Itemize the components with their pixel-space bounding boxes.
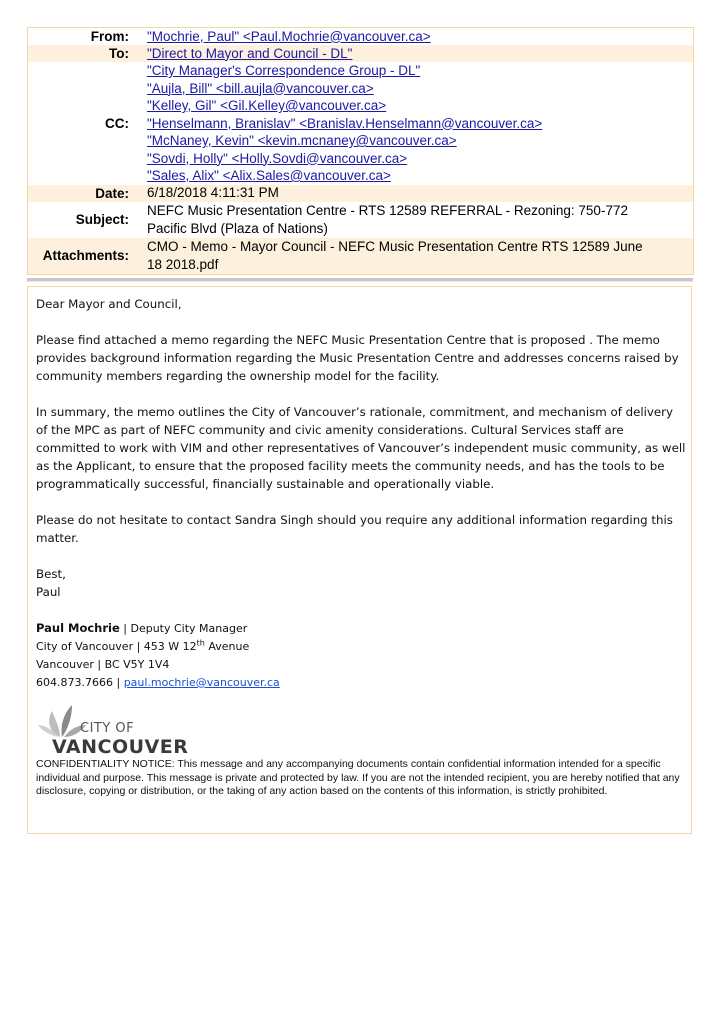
signature: Paul Mochrie | Deputy City Manager City of Vancouver | 453 W 12th Avenue Vancouver | BC V5Y 1V4 604.873.7666 | paul.mochrie@vancouver.ca	[36, 619, 686, 692]
date-row	[28, 185, 693, 202]
cc-address[interactable]: "Sales, Alix" <Alix.Sales@vancouver.ca>	[147, 168, 391, 183]
cc-address[interactable]: "Henselmann, Branislav" <Branislav.Henselmann@vancouver.ca>	[147, 115, 543, 131]
subject-label: Subject:	[75, 212, 129, 227]
closing: Best, Paul	[36, 567, 66, 599]
cc-row	[28, 62, 693, 185]
signature-title: Deputy City Manager	[130, 622, 248, 635]
city-of-vancouver-logo: CITY OF VANCOUVER	[38, 703, 178, 755]
attachments-label: Attachments:	[42, 248, 129, 263]
greeting: Dear Mayor and Council,	[36, 297, 182, 311]
cc-label: CC:	[105, 115, 129, 131]
confidentiality-notice: CONFIDENTIALITY NOTICE: This message and any accompanying documents contain confidential information intended for a specific individual and purpose. This message is private and protected by law. If you are not the intended recipient, you are hereby notified that any disclosure, copying or distribution, or the taking of any action based on the contents of this information, is strictly prohibited.	[36, 758, 680, 797]
attachments-row	[28, 238, 693, 274]
cc-address[interactable]: "Kelley, Gil" <Gil.Kelley@vancouver.ca>	[147, 98, 387, 113]
date-value: 6/18/2018 4:11:31 PM	[147, 185, 279, 201]
cc-list	[135, 62, 693, 185]
cc-address[interactable]: "City Manager's Correspondence Group - DL"	[147, 63, 421, 78]
from-label: From:	[90, 29, 129, 44]
signature-city: Vancouver | BC V5Y 1V4	[36, 658, 170, 671]
to-row	[28, 45, 693, 62]
signature-phone: 604.873.7666	[36, 676, 113, 689]
message-body	[27, 286, 692, 834]
body-paragraph: Please find attached a memo regarding the NEFC Music Presentation Centre that is proposed . The memo provides background information regarding the Music Presentation Centre and addresses concerns raised by community members regarding the ownership model for the facility.	[36, 333, 679, 383]
body-paragraph: In summary, the memo outlines the City of Vancouver’s rationale, commitment, and mechanism of delivery of the MPC as part of NEFC community and civic amenity considerations. Cultural Services staff are committed to work with VIM and other representatives of Vancouver’s independent music community, as well as the Applicant, to ensure that the proposed facility meets the community needs, and has the tools to be programmatically successful, financially sustainable and operationally viable.	[36, 405, 686, 491]
cc-address[interactable]: "McNaney, Kevin" <kevin.mcnaney@vancouver.ca>	[147, 133, 457, 148]
date-label: Date:	[95, 185, 129, 201]
header-divider	[27, 278, 693, 282]
subject-value: NEFC Music Presentation Centre - RTS 12589 REFERRAL - Rezoning: 750-772 Pacific Blvd (Plaza of Nations)	[147, 203, 628, 236]
to-label: To:	[109, 46, 129, 61]
to-address[interactable]: "Direct to Mayor and Council - DL"	[147, 45, 353, 61]
cc-address[interactable]: "Sovdi, Holly" <Holly.Sovdi@vancouver.ca>	[147, 150, 408, 166]
from-address[interactable]: "Mochrie, Paul" <Paul.Mochrie@vancouver.ca>	[147, 28, 431, 44]
signature-address: City of Vancouver | 453 W 12th Avenue	[36, 638, 250, 653]
signature-email-link[interactable]: paul.mochrie@vancouver.ca	[123, 676, 280, 689]
cc-address[interactable]: "Aujla, Bill" <bill.aujla@vancouver.ca>	[147, 80, 374, 96]
subject-row	[28, 202, 693, 238]
from-row	[28, 28, 693, 45]
email-header	[27, 27, 694, 275]
body-paragraph: Please do not hesitate to contact Sandra Singh should you require any additional information regarding this matter.	[36, 513, 673, 545]
signature-name: Paul Mochrie	[36, 621, 120, 635]
attachment-file[interactable]: CMO - Memo - Mayor Council - NEFC Music Presentation Centre RTS 12589 June 18 2018.pdf	[147, 239, 643, 272]
